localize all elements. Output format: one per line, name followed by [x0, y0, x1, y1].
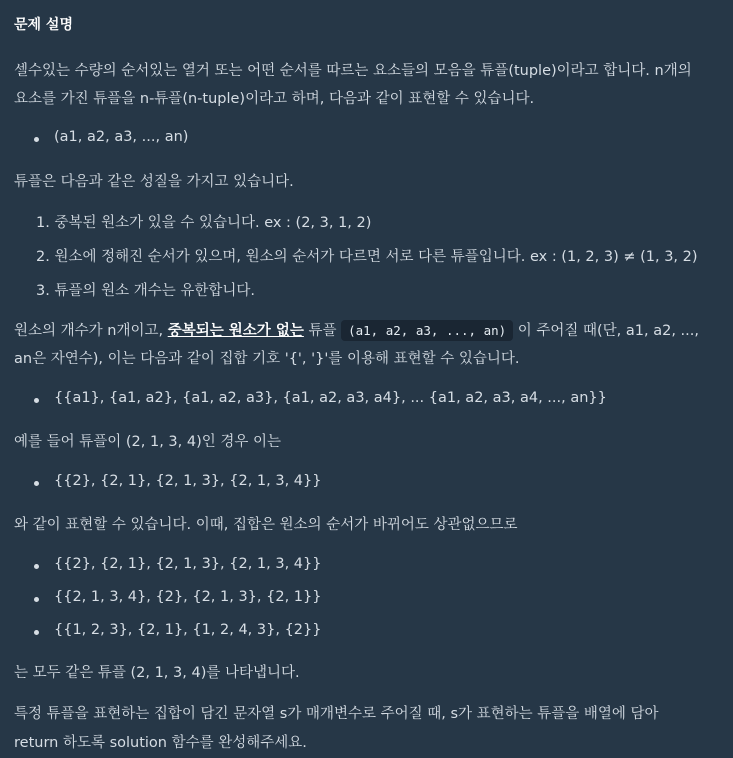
ordered-item: 3. 튜플의 원소 개수는 유한합니다.: [36, 283, 255, 299]
paragraph-set-notation-line1: [14, 319, 699, 340]
bullet-icon: [34, 630, 39, 635]
inline-code: (a1, a2, a3, ..., an): [341, 320, 513, 341]
paragraph-intro-line1: 셀수있는 수량의 순서있는 열거 또는 어떤 순서를 따르는 요소들의 모음을 튜플(tuple)이라고 합니다. n개의: [14, 63, 692, 79]
list-item: {{1, 2, 3}, {2, 1}, {1, 2, 4, 3}, {2}}: [54, 622, 322, 638]
list-item: {{2}, {2, 1}, {2, 1, 3}, {2, 1, 3, 4}}: [54, 556, 322, 572]
emphasis-text: 중복되는 원소가 없는: [167, 323, 304, 339]
paragraph-order: 와 같이 표현할 수 있습니다. 이때, 집합은 원소의 순서가 바뀌어도 상관없으므로: [14, 517, 518, 533]
bullet-icon: [34, 137, 39, 142]
list-item: {{2, 1, 3, 4}, {2}, {2, 1, 3}, {2, 1}}: [54, 589, 322, 605]
list-item: (a1, a2, a3, ..., an): [54, 129, 189, 145]
paragraph-task-line2: return 하도록 solution 함수를 완성해주세요.: [14, 735, 307, 751]
ordered-item: 2. 원소에 정해진 순서가 있으며, 원소의 순서가 다르면 서로 다른 튜플입니다. ex : (1, 2, 3) ≠ (1, 3, 2): [36, 249, 698, 265]
bullet-icon: [34, 398, 39, 403]
section-title: 문제 설명: [14, 17, 73, 33]
text: 이 주어질 때(단, a1, a2, ...,: [513, 323, 699, 339]
paragraph-same-tuple: 는 모두 같은 튜플 (2, 1, 3, 4)를 나타냅니다.: [14, 665, 300, 681]
list-item: {{a1}, {a1, a2}, {a1, a2, a3}, {a1, a2, a3, a4}, ... {a1, a2, a3, a4, ..., an}}: [54, 390, 607, 406]
bullet-icon: [34, 564, 39, 569]
text: 원소의 개수가 n개이고,: [14, 323, 168, 339]
bullet-icon: [34, 481, 39, 486]
paragraph-set-notation-line2: an은 자연수), 이는 다음과 같이 집합 기호 '{', '}'를 이용해 표현할 수 있습니다.: [14, 351, 520, 367]
ordered-item: 1. 중복된 원소가 있을 수 있습니다. ex : (2, 3, 1, 2): [36, 215, 372, 231]
text: 튜플: [303, 323, 342, 339]
paragraph-intro-line2: 요소를 가진 튜플을 n-튜플(n-tuple)이라고 하며, 다음과 같이 표현할 수 있습니다.: [14, 91, 535, 107]
paragraph-task-line1: 특정 튜플을 표현하는 집합이 담긴 문자열 s가 매개변수로 주어질 때, s가 표현하는 튜플을 배열에 담아: [14, 706, 659, 722]
bullet-icon: [34, 597, 39, 602]
paragraph-example: 예를 들어 튜플이 (2, 1, 3, 4)인 경우 이는: [14, 434, 281, 450]
list-item: {{2}, {2, 1}, {2, 1, 3}, {2, 1, 3, 4}}: [54, 473, 322, 489]
paragraph-properties: 튜플은 다음과 같은 성질을 가지고 있습니다.: [14, 174, 294, 190]
